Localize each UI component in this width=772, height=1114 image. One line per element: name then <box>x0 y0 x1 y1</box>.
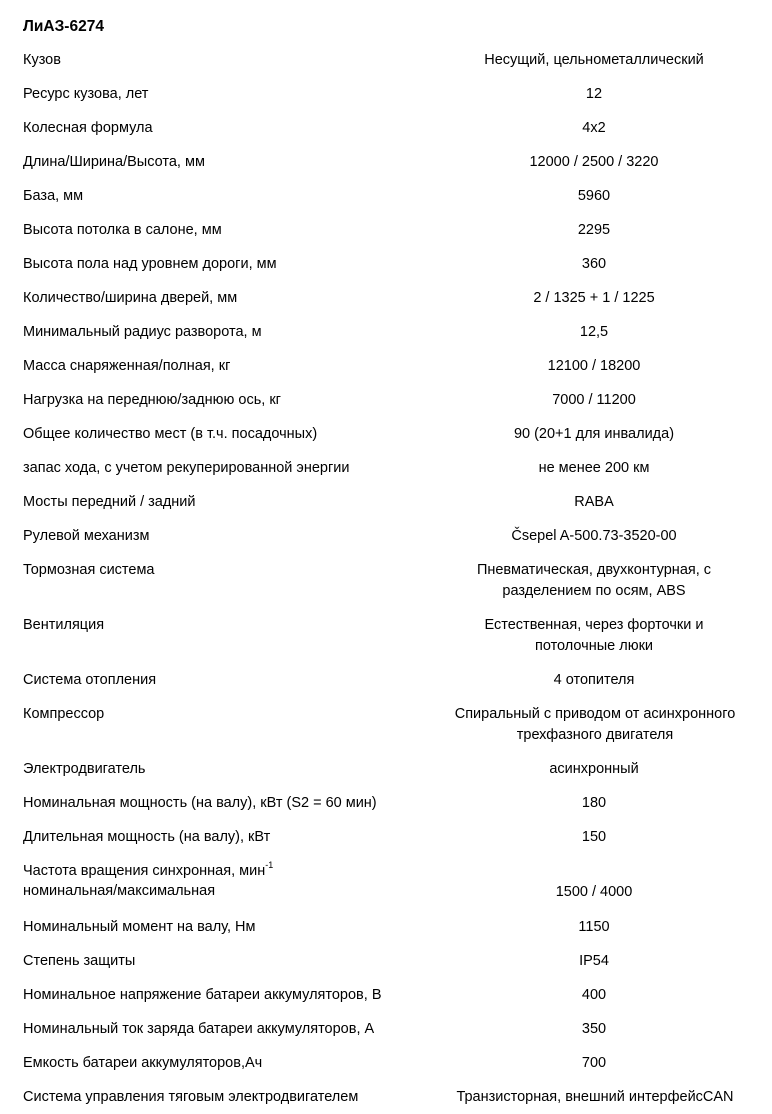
spec-value: Транзисторная, внешний интерфейсCAN <box>456 1089 734 1105</box>
spec-label: Общее количество мест (в т.ч. посадочных) <box>23 426 318 442</box>
spec-label: Длительная мощность (на валу), кВт <box>23 829 271 845</box>
spec-value: 12,5 <box>579 324 609 340</box>
spec-row-turning-radius <box>0 315 772 349</box>
spec-label-line1 <box>23 861 440 881</box>
spec-value: 400 <box>581 987 607 1003</box>
spec-row-steering <box>0 519 772 553</box>
spec-label-text: Частота вращения синхронная, мин <box>23 863 266 879</box>
spec-value: не менее 200 км <box>538 460 650 476</box>
spec-row-ventilation <box>0 608 772 663</box>
spec-label: Минимальный радиус разворота, м <box>23 324 262 340</box>
spec-label-superscript: -1 <box>265 860 274 870</box>
spec-value: 12 <box>585 86 603 102</box>
spec-row-rated-power <box>0 786 772 820</box>
spec-row-charge-current <box>0 1012 772 1046</box>
spec-row-body <box>0 43 772 77</box>
spec-label: Номинальный момент на валу, Нм <box>23 919 256 935</box>
spec-row-torque <box>0 910 772 944</box>
spec-row-ceiling-height <box>0 213 772 247</box>
spec-row-motor-control <box>0 1080 772 1114</box>
spec-label: Тормозная система <box>23 562 155 578</box>
spec-value: асинхронный <box>549 761 639 777</box>
spec-label: Номинальное напряжение батареи аккумуляторов, В <box>23 987 382 1003</box>
spec-row-compressor <box>0 697 772 752</box>
spec-label-line2: номинальная/максимальная <box>23 883 216 899</box>
spec-label: Электродвигатель <box>23 761 146 777</box>
spec-value: Пневматическая, двухконтурная, с разделением по осям, ABS <box>476 562 712 599</box>
spec-label: Номинальная мощность (на валу), кВт (S2 = 60 мин) <box>23 795 377 811</box>
spec-row-body-life <box>0 77 772 111</box>
spec-label: запас хода, с учетом рекуперированной энергии <box>23 460 350 476</box>
spec-label: Длина/Ширина/Высота, мм <box>23 154 205 170</box>
spec-row-protection <box>0 944 772 978</box>
spec-row-battery-capacity <box>0 1046 772 1080</box>
spec-value: 12100 / 18200 <box>547 358 641 374</box>
spec-label: Емкость батареи аккумуляторов,Ач <box>23 1055 263 1071</box>
spec-value: RABA <box>574 494 614 510</box>
spec-label: Колесная формула <box>23 120 153 136</box>
spec-label: Рулевой механизм <box>23 528 150 544</box>
spec-value: 90 (20+1 для инвалида) <box>513 426 675 442</box>
spec-value: 7000 / 11200 <box>552 392 636 408</box>
spec-row-motor <box>0 752 772 786</box>
spec-row-heating <box>0 663 772 697</box>
spec-row-doors <box>0 281 772 315</box>
spec-row-floor-height <box>0 247 772 281</box>
spec-value: 2295 <box>577 222 611 238</box>
spec-row-wheelbase <box>0 179 772 213</box>
spec-row-range <box>0 451 772 485</box>
spec-row-mass <box>0 349 772 383</box>
spec-value: Естественная, через форточки и потолочные люки <box>484 617 704 654</box>
spec-value: 2 / 1325 + 1 / 1225 <box>533 290 655 306</box>
spec-label: Мосты передний / задний <box>23 494 196 510</box>
spec-row-dimensions <box>0 145 772 179</box>
spec-label: Система отопления <box>23 672 157 688</box>
spec-value: 350 <box>581 1021 607 1037</box>
spec-label: База, мм <box>23 188 84 204</box>
spec-value: 5960 <box>577 188 611 204</box>
spec-row-axle-load <box>0 383 772 417</box>
spec-table <box>0 43 772 1114</box>
spec-value: 1500 / 4000 <box>555 884 633 900</box>
spec-value: Спиральный с приводом от асинхронного трехфазного двигателя <box>454 706 736 743</box>
spec-value: 700 <box>581 1055 607 1071</box>
spec-label: Высота пола над уровнем дороги, мм <box>23 256 277 272</box>
spec-label: Нагрузка на переднюю/заднюю ось, кг <box>23 392 281 408</box>
spec-label: Высота потолка в салоне, мм <box>23 222 222 238</box>
spec-value: 12000 / 2500 / 3220 <box>529 154 659 170</box>
spec-label: Степень защиты <box>23 953 136 969</box>
spec-row-battery-voltage <box>0 978 772 1012</box>
spec-row-continuous-power <box>0 820 772 854</box>
spec-label: Количество/ширина дверей, мм <box>23 290 238 306</box>
spec-value: Čsepel A-500.73-3520-00 <box>511 528 677 544</box>
spec-label: Кузов <box>23 52 61 68</box>
spec-row-brakes <box>0 553 772 608</box>
spec-label: Вентиляция <box>23 617 105 633</box>
spec-row-axles <box>0 485 772 519</box>
document-title: ЛиАЗ-6274 <box>23 18 104 35</box>
spec-value: 360 <box>581 256 607 272</box>
spec-value: 1150 <box>578 919 610 935</box>
spec-value: IP54 <box>579 953 609 969</box>
spec-value: 4 отопителя <box>553 672 635 688</box>
spec-row-seats <box>0 417 772 451</box>
spec-label: Номинальный ток заряда батареи аккумуляторов, А <box>23 1021 375 1037</box>
spec-value: 150 <box>581 829 607 845</box>
spec-row-rotation-speed <box>0 854 772 910</box>
spec-label: Компрессор <box>23 706 105 722</box>
spec-label: Масса снаряженная/полная, кг <box>23 358 231 374</box>
spec-label-multiline <box>23 861 440 901</box>
spec-value: Несущий, цельнометаллический <box>484 52 704 68</box>
spec-row-wheel-formula <box>0 111 772 145</box>
spec-value: 180 <box>581 795 607 811</box>
spec-value: 4x2 <box>582 120 606 136</box>
spec-label: Ресурс кузова, лет <box>23 86 149 102</box>
spec-label: Система управления тяговым электродвигателем <box>23 1089 359 1105</box>
